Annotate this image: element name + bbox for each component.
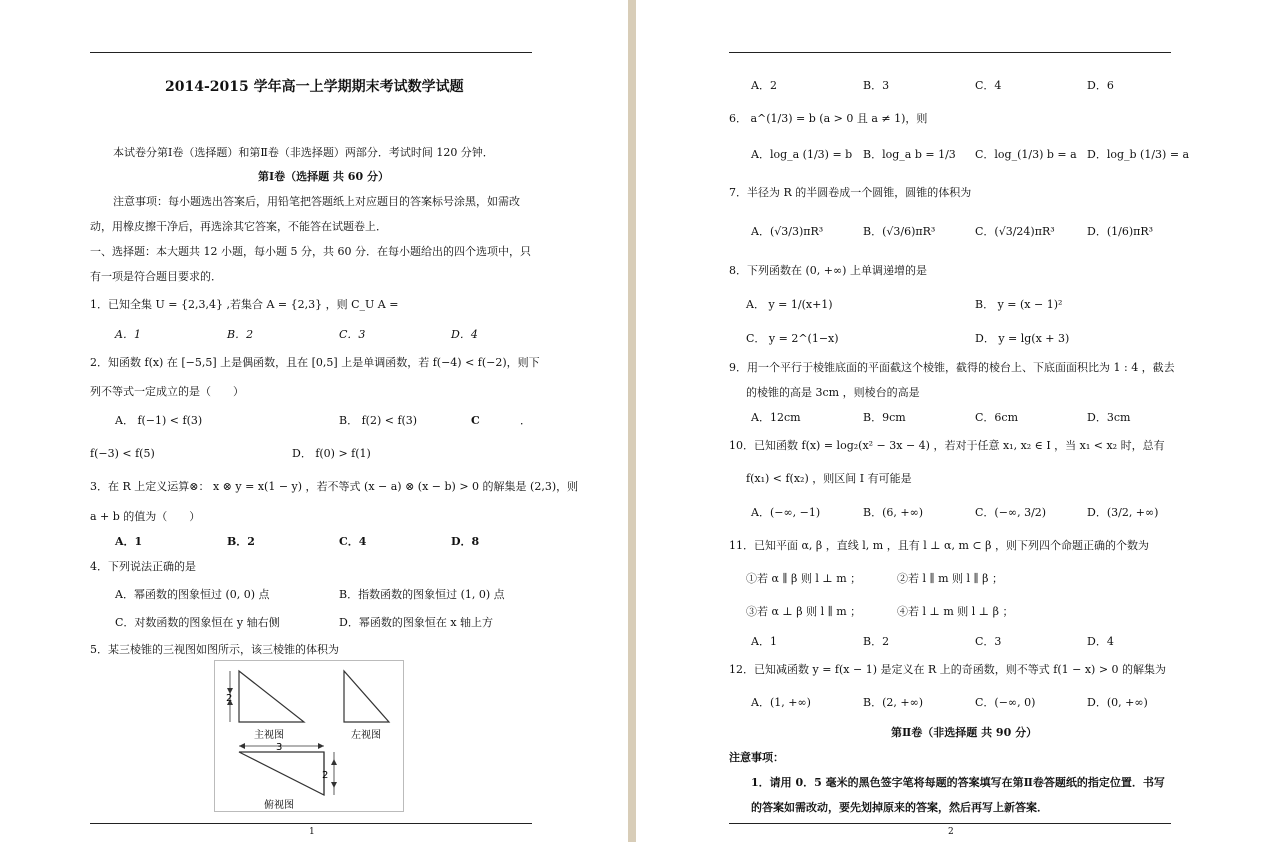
page-number: 2 xyxy=(948,827,954,837)
section-title: 第Ⅱ卷（非选择题 共 90 分） xyxy=(891,726,1038,739)
answer-option: B．9cm xyxy=(863,411,906,424)
answer-option: ． xyxy=(520,414,531,427)
answer-option: D．4 xyxy=(451,328,478,341)
front-view-shape xyxy=(239,671,304,722)
answer-option: C．3 xyxy=(339,328,366,341)
proposition: ①若 α ∥ β 则 l ⊥ m ； xyxy=(746,572,862,585)
question-stem: 12．已知减函数 y = f(x − 1) 是定义在 R 上的奇函数，则不等式 f(1 − x) > 0 的解集为 xyxy=(729,663,1167,676)
answer-option: B．2 xyxy=(227,535,255,548)
answer-option: C．log_(1/3) b = a xyxy=(975,148,1077,161)
answer-option: A． f(−1) < f(3) xyxy=(115,414,203,427)
notice-heading: 注意事项： xyxy=(729,751,784,764)
answer-option: D．(3/2, +∞) xyxy=(1087,506,1159,519)
answer-option: B．(√3/6)πR³ xyxy=(863,225,936,238)
answer-option: C．4 xyxy=(975,79,1002,92)
page-number: 1 xyxy=(309,827,315,837)
top-view-shape xyxy=(239,752,324,795)
question-stem: 3．在 R 上定义运算⊗： x ⊗ y = x(1 − y) ，若不等式 (x − a) ⊗ (x − b) > 0 的解集是 (2,3)，则 xyxy=(90,480,579,493)
part-heading: 一、选择题：本大题共 12 小题，每小题 5 分，共 60 分．在每小题给出的四个选项中，只 xyxy=(90,245,531,258)
notice-line: 动，用橡皮擦干净后，再选涂其它答案，不能答在试题卷上． xyxy=(90,220,387,233)
answer-option: C．对数函数的图象恒在 y 轴右侧 xyxy=(115,616,280,629)
question-stem: 6． a^(1/3) = b (a > 0 且 a ≠ 1)，则 xyxy=(729,112,928,125)
answer-option: C．(−∞, 0) xyxy=(975,696,1036,709)
question-stem: 5．某三棱锥的三视图如图所示，该三棱锥的体积为 xyxy=(90,643,339,656)
answer-option: f(−3) < f(5) xyxy=(90,447,155,460)
answer-option: A．(−∞, −1) xyxy=(751,506,821,519)
question-stem: 4．下列说法正确的是 xyxy=(90,560,196,573)
answer-option: D．幂函数的图象恒在 x 轴上方 xyxy=(339,616,494,629)
side-view-shape xyxy=(344,671,389,722)
question-stem: 2．知函数 f(x) 在 [−5,5] 上是偶函数，且在 [0,5] 上是单调函数，若 f(−4) < f(−2)，则下 xyxy=(90,356,540,369)
answer-option: B．3 xyxy=(863,79,890,92)
question-stem: 列不等式一定成立的是（ ） xyxy=(90,385,244,398)
answer-option: C．(−∞, 3/2) xyxy=(975,506,1047,519)
answer-option: A．log_a (1/3) = b xyxy=(751,148,853,161)
header-rule xyxy=(729,52,1171,53)
question-stem: 10．已知函数 f(x) = log₂(x² − 3x − 4) ，若对于任意 x₁, x₂ ∈ I ，当 x₁ < x₂ 时，总有 xyxy=(729,439,1165,452)
answer-option: A．1 xyxy=(751,635,777,648)
answer-option: B．(6, +∞) xyxy=(863,506,924,519)
answer-option: D．3cm xyxy=(1087,411,1131,424)
answer-option: B． y = (x − 1)² xyxy=(975,298,1063,311)
side-view-label: 左视图 xyxy=(351,730,381,741)
answer-option: A． y = 1/(x+1) xyxy=(746,298,833,311)
question-stem: f(x₁) < f(x₂) ，则区间 I 有可能是 xyxy=(746,472,912,485)
answer-option: C． y = 2^(1−x) xyxy=(746,332,839,345)
answer-option: D．6 xyxy=(1087,79,1114,92)
notice-line: 1．请用 0．5 毫米的黑色签字笔将每题的答案填写在第Ⅱ卷答题纸的指定位置．书写 xyxy=(751,776,1165,789)
document-page-2 xyxy=(636,0,1261,842)
answer-option: B．(2, +∞) xyxy=(863,696,924,709)
answer-option: C．(√3/24)πR³ xyxy=(975,225,1055,238)
answer-option: D．8 xyxy=(451,535,480,548)
answer-option: D． y = lg(x + 3) xyxy=(975,332,1070,345)
answer-option: D．log_b (1/3) = a xyxy=(1087,148,1190,161)
question-stem: 7．半径为 R 的半圆卷成一个圆锥，圆锥的体积为 xyxy=(729,186,972,199)
answer-option: C xyxy=(471,414,480,427)
front-view-dim: 2 xyxy=(226,693,233,704)
answer-option: A．12cm xyxy=(751,411,801,424)
proposition: ②若 l ∥ m 则 l ∥ β ； xyxy=(897,572,1003,585)
top-view-dim: 2 xyxy=(322,770,329,781)
answer-option: B．2 xyxy=(863,635,890,648)
proposition: ④若 l ⊥ m 则 l ⊥ β ； xyxy=(897,605,1014,618)
exam-intro: 本试卷分第Ⅰ卷（选择题）和第Ⅱ卷（非选择题）两部分．考试时间 120 分钟． xyxy=(113,146,494,159)
question-stem: a + b 的值为（ ） xyxy=(90,510,201,523)
answer-option: A．1 xyxy=(115,328,141,341)
answer-option: A．幂函数的图象恒过 (0, 0) 点 xyxy=(115,588,270,601)
answer-option: A．2 xyxy=(751,79,777,92)
answer-option: D．(1/6)πR³ xyxy=(1087,225,1154,238)
top-view-dim: 3 xyxy=(276,742,283,753)
answer-option: A．(1, +∞) xyxy=(751,696,811,709)
answer-option: C．4 xyxy=(339,535,367,548)
top-view-label: 俯视图 xyxy=(264,800,294,811)
answer-option: B．指数函数的图象恒过 (1, 0) 点 xyxy=(339,588,505,601)
question-stem: 11．已知平面 α, β ，直线 l, m ，且有 l ⊥ α, m ⊂ β ，则下列四个命题正确的个数为 xyxy=(729,539,1149,552)
answer-option: D．(0, +∞) xyxy=(1087,696,1148,709)
question-stem: 9．用一个平行于棱锥底面的平面截这个棱锥，截得的棱台上、下底面面积比为 1 : 4 ，截去 xyxy=(729,361,1175,374)
question-stem: 8．下列函数在 (0, +∞) 上单调递增的是 xyxy=(729,264,927,277)
question-stem: 1．已知全集 U = {2,3,4} ,若集合 A = {2,3} ，则 C_U A = xyxy=(90,298,399,311)
answer-option: C．3 xyxy=(975,635,1002,648)
answer-option: C．6cm xyxy=(975,411,1019,424)
notice-line: 注意事项：每小题选出答案后，用铅笔把答题纸上对应题目的答案标号涂黑，如需改 xyxy=(113,195,520,208)
answer-option: D．4 xyxy=(1087,635,1114,648)
part-heading: 有一项是符合题目要求的． xyxy=(90,270,222,283)
front-view-label: 主视图 xyxy=(254,730,284,741)
notice-line: 的答案如需改动，要先划掉原来的答案，然后再写上新答案． xyxy=(751,801,1048,814)
three-view-figure xyxy=(214,660,406,815)
page-gutter xyxy=(628,0,636,842)
footer-rule xyxy=(729,823,1171,824)
footer-rule xyxy=(90,823,532,824)
page-title: 2014-2015 学年高一上学期期末考试数学试题 xyxy=(165,79,464,95)
answer-option: B．2 xyxy=(227,328,254,341)
proposition: ③若 α ⊥ β 则 l ∥ m ； xyxy=(746,605,862,618)
document-page-1 xyxy=(0,0,628,842)
answer-option: A．(√3/3)πR³ xyxy=(751,225,824,238)
answer-option: A．1 xyxy=(115,535,143,548)
answer-option: B． f(2) < f(3) xyxy=(339,414,418,427)
answer-option: D． f(0) > f(1) xyxy=(292,447,371,460)
header-rule xyxy=(90,52,532,53)
question-stem: 的棱锥的高是 3cm ，则棱台的高是 xyxy=(746,386,920,399)
section-title: 第Ⅰ卷（选择题 共 60 分） xyxy=(258,170,389,183)
answer-option: B．log_a b = 1/3 xyxy=(863,148,956,161)
